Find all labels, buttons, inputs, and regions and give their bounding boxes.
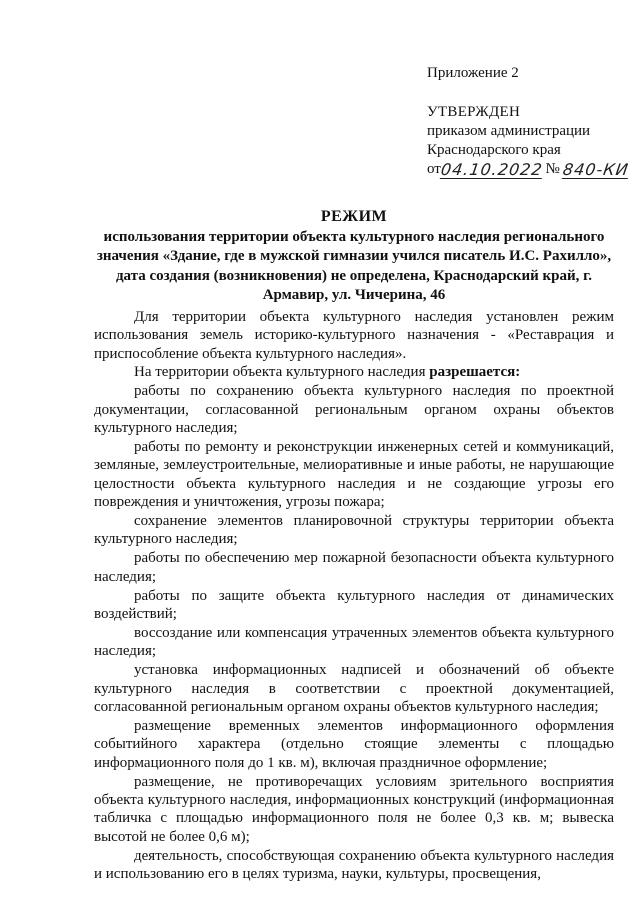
permitted-item: сохранение элементов планировочной структуры территории объекта культурного наследия; [94, 512, 614, 548]
permitted-item: размещение временных элементов информационного оформления событийного характера (отдельно стоящие элементы с площадью информационного поля до 1 кв. м), включая праздничное оформление; [94, 717, 614, 771]
handwritten-number: 840-КИ [561, 160, 630, 179]
permitted-lead-text: На территории объекта культурного наследия [134, 364, 430, 381]
intro-paragraph: Для территории объекта культурного наследия установлен режим использования земель историко-культурного назначения - «Реставрация и приспособление объекта культурного наследия». [94, 309, 614, 362]
approved-title: УТВЕРЖДЕН [427, 104, 521, 120]
permitted-item: воссоздание или компенсация утраченных элементов объекта культурного наследия; [94, 624, 614, 660]
approved-line-2: Краснодарского края [427, 142, 561, 158]
approved-line-1: приказом администрации [427, 123, 591, 139]
document-body [94, 308, 614, 884]
appendix-label: Приложение 2 [427, 65, 519, 81]
permitted-item: деятельность, способствующая сохранению объекта культурного наследия и использованию его в целях туризма, науки, культуры, просвещения, [94, 847, 614, 883]
permitted-item: установка информационных надписей и обозначений об объекте культурного наследия в соответствии с проектной документацией, согласованной региональным органом охраны объектов культурного наследия; [94, 662, 614, 716]
document-subtitle: использования территории объекта культурного наследия регионального значения «Здание, где в мужской гимназии учился писатель И.С. Рахилло», дата создания (возникновения) не определена, Краснодарский край, г. Армавир, ул. Чичерина, 46 [96, 228, 612, 303]
number-sign: № [545, 161, 560, 177]
handwritten-date: 04.10.2022 [439, 160, 544, 179]
approval-stamp-block [427, 103, 628, 179]
permitted-item: работы по сохранению объекта культурного наследия по проектной документации, согласованной региональным органом охраны объектов культурного наследия; [94, 383, 614, 436]
permitted-item: работы по обеспечению мер пожарной безопасности объекта культурного наследия; [94, 550, 614, 585]
permitted-item: работы по ремонту и реконструкции инженерных сетей и коммуникаций, земляные, землеустроительные, мелиоративные и иные работы, не нарушающие целостности объекта культурного наследия и не создающие угрозы его повреждения и уничтожения, угрозы пожара; [94, 438, 614, 511]
permitted-lead-paragraph [94, 363, 614, 381]
permitted-item: размещение, не противоречащих условиям зрительного восприятия объекта культурного наследия, информационных конструкций (информационная табличка с площадью информационного поля не более 0,3 кв. м; вывеска высотой не более 0,6 м); [94, 773, 614, 845]
document-title-block [94, 207, 614, 306]
permitted-keyword: разрешается: [429, 364, 521, 381]
document-title: РЕЖИМ [320, 208, 388, 225]
from-prefix: от [427, 161, 441, 177]
permitted-item: работы по защите объекта культурного наследия от динамических воздействий; [94, 587, 614, 622]
order-date-number-line [427, 160, 628, 179]
